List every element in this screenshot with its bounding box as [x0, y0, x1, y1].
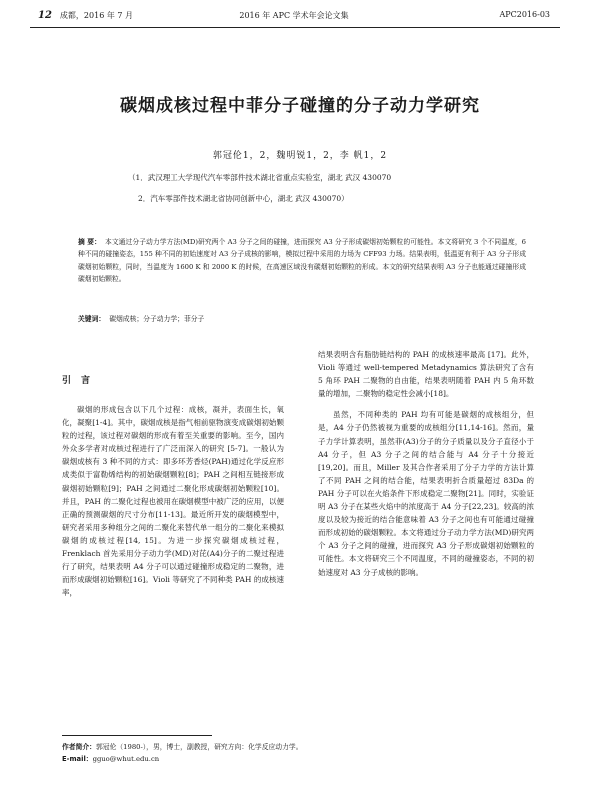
header-center: 2016 年 APC 学术年会论文集: [239, 11, 349, 20]
keywords-label: 关键词：: [78, 315, 106, 323]
header-left-text: 成都，2016 年 7 月: [59, 11, 133, 20]
paper-title: 碳烟成核过程中菲分子碰撞的分子动力学研究: [120, 96, 480, 116]
header-right: APC2016-03: [499, 10, 550, 19]
body-column-left: [62, 403, 284, 599]
section-heading-intro: [62, 373, 90, 386]
abstract-text: 本文通过分子动力学方法(MD)研究两个 A3 分子之间的碰撞，进而探究 A3 分子形成碳烟初始颗粒的可能性。本文将研究 3 个不同温度，6 种不同的碰撞姿态，155 种不同的初始速度对 A3 分子成核的影响，模拟过程中采用的力场为 CFF93 力场。结果表明，低温更有利于 A3 分子形成碳烟初始颗粒，同时，当温度为 1600 K 和 2000 K 的时候，在高速区域没有碳烟初始颗粒的形成。本文的研究结果表明 A3 分子也能通过碰撞形成碳烟初始颗粒。: [78, 238, 526, 284]
footnote-email-text: gguo@whut.edu.cn: [92, 755, 160, 763]
footnote-author-label: 作者简介：: [62, 743, 96, 751]
paragraph: 虽然，不同种类的 PAH 均有可能是碳烟的成核组分，但是，A4 分子仍然被视为重要的成核组分[11,14-16]。然而，量子力学计算表明，虽然菲(A3)分子的分子质量以及分子直径小于 A4 分子，但 A3 分子之间的结合能与 A4 分子十分接近[19,20]。而且，Miller 及其合作者采用了分子力学的方法计算了不同 PAH 之间的结合能，结果表明折合质量超过 83Da 的 PAH 分子可以在火焰条件下形成稳定二聚物[21]。同时，实验证明 A3 分子在某些火焰中的浓度高于 A4 分子[22,23]。较高的浓度以及较为接近的结合能意味着 A3 分子之间也有可能通过碰撞而形成初始的碳烟颗粒。本文将通过分子动力学方法(MD)研究两个 A3 分子之间的碰撞，进而探究 A3 分子形成碳烟初始颗粒的可能性。本文将研究三个不同温度，不同的碰撞姿态，不同的初始速度对 A3 分子成核的影响。: [318, 410, 534, 577]
affiliation-2: 2．汽车零部件技术湖北省协同创新中心，湖北 武汉 430070）: [138, 194, 349, 203]
section-title: 言: [81, 376, 91, 386]
paragraph: 碳烟的形成包含以下几个过程：成核，凝并，表面生长，氧化，凝聚[1-4]。其中，碳烟成核是指气相前驱物演变成碳烟初始颗粒的过程，该过程对碳烟的形成有着至关重要的影响。至今，国内外众多学者对成核过程进行了广泛而深入的研究 [5-7]。一般认为碳烟成核有 3 种不同的方式：即多环芳香烃(PAH)通过化学反应形成类似于富勒烯结构的初始碳烟颗粒[8]；PAH 之间相互链接形成碳烟初始颗粒[9]；PAH 之间通过二聚化形成碳烟初始颗粒[10]。并且，PAH 的二聚化过程也被用在碳烟模型中被广泛的应用，以便正确的预测碳烟的尺寸分布[11-13]。最近所开发的碳烟模型中，研究者采用多种组分之间的二聚化来替代单一组分的二聚化来模拟碳烟的成核过程[14, 15]。为进一步探究碳烟成核过程，Frenklach 首先采用分子动力学(MD)对芘(A4)分子的二聚过程进行了研究，结果表明 A4 分子可以通过碰撞形成稳定的二聚物，进而形成碳烟初始颗粒[16]。Violi 等研究了不同种类 PAH 的成核速率，: [62, 405, 284, 598]
author-list: 郭冠伦1，2，魏明锐1，2，李 帆1，2: [212, 151, 388, 161]
footnote-email-label: E-mail：: [62, 755, 93, 763]
keywords: [78, 313, 204, 323]
body-column-right: [318, 348, 534, 579]
keywords-text: 碳烟成核；分子动力学；菲分子: [109, 315, 205, 323]
abstract: [78, 236, 526, 286]
footnote-email: [62, 753, 159, 763]
page-number: 12: [38, 10, 52, 21]
paragraph: 结果表明含有脂肪链结构的 PAH 的成核速率最高 [17]。此外，Violi 等通过 well-tempered Metadynamics 算法研究了含有 5 角环 PAH 二聚物的自由能，结果表明随着 PAH 内 5 角环数量的增加，二聚物的稳定性会减小[18]。: [318, 350, 534, 399]
footnote-author-text: 郭冠伦（1980-），男，博士，副教授，研究方向：化学反应动力学。: [95, 743, 303, 751]
abstract-label: 摘 要：: [78, 238, 101, 246]
header-rule: [30, 27, 560, 28]
running-header: [38, 8, 550, 24]
footnote-author: [62, 741, 303, 751]
section-number: 引: [62, 376, 72, 386]
footnote-rule: [62, 735, 212, 736]
affiliation-1: （1．武汉理工大学现代汽车零部件技术湖北省重点实验室，湖北 武汉 430070: [128, 173, 392, 182]
